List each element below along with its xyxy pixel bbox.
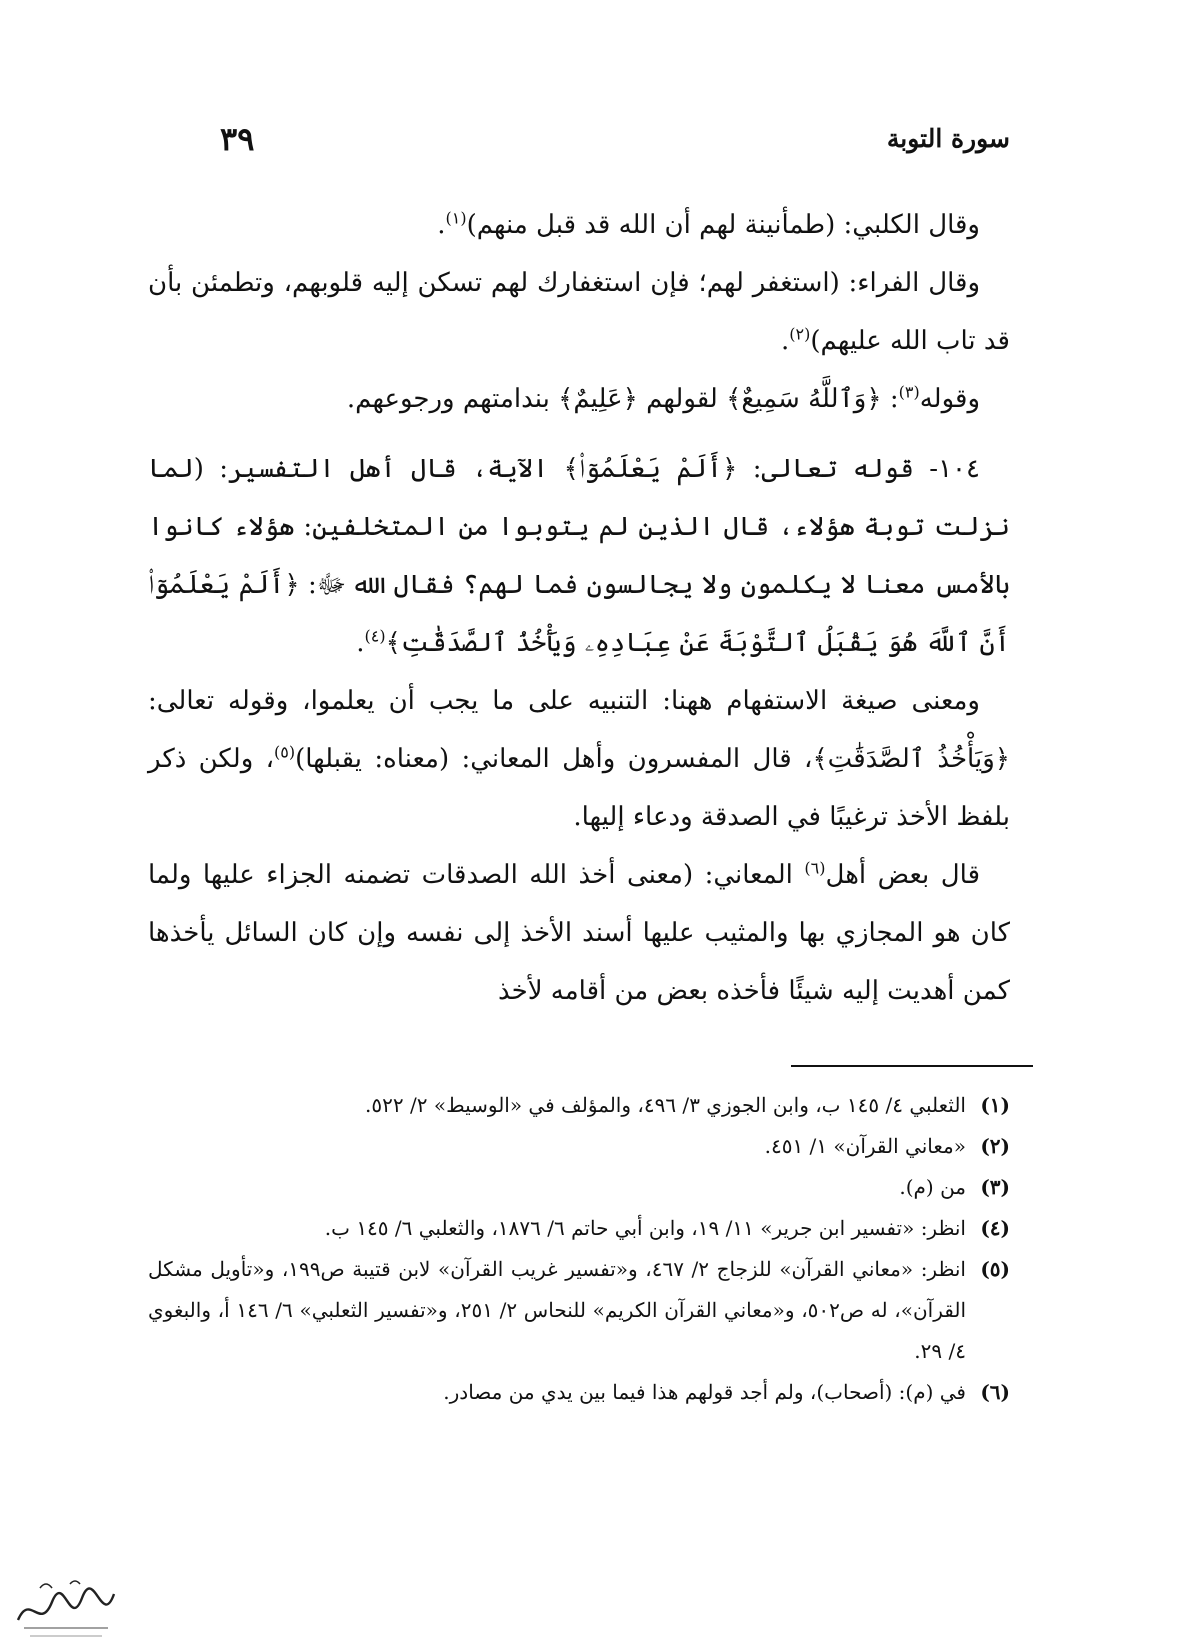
footnote-5	[148, 1249, 1010, 1372]
paragraph-6	[148, 846, 1010, 1020]
footnote-number: (٤)	[980, 1216, 1010, 1240]
footnote-ref-2: (٢)	[789, 324, 811, 344]
footnote-ref-4: (٤)	[364, 626, 386, 646]
paragraph-3	[148, 370, 1010, 428]
footnote-6	[148, 1372, 1010, 1413]
footnote-ref-1: (١)	[445, 208, 467, 228]
footnote-text: انظر: «تفسير ابن جرير» ١١/ ١٩، وابن أبي حاتم ٦/ ١٨٧٦، والثعلبي ٦/ ١٤٥ ب.	[324, 1216, 966, 1240]
paragraph-6-text-a: قال بعض أهل	[825, 860, 981, 890]
paragraph-1-text: وقال الكلبي: (طمأنينة لهم أن الله قد قبل منهم)	[466, 210, 980, 240]
footnote-2	[148, 1126, 1010, 1167]
footnote-text: «معاني القرآن» ١/ ٤٥١.	[764, 1134, 966, 1158]
footnote-ref-6: (٦)	[804, 858, 826, 878]
footnote-3	[148, 1167, 1010, 1208]
paragraph-6-text-b: المعاني: (معنى أخذ الله الصدقات تضمنه الجزاء عليها ولما كان هو المجازي بها والمثيب عليها أسند الأخذ إلى نفسه وإن كان السائل يأخذها كمن أهديت إليه شيئًا فأخذه بعض من أقامه لأخذ	[148, 860, 1010, 1006]
footnote-text: انظر: «معاني القرآن» للزجاج ٢/ ٤٦٧، و«تفسير غريب القرآن» لابن قتيبة ص١٩٩، و«تأويل مشكل القرآن»، له ص٥٠٢، و«معاني القرآن الكريم» للنحاس ٢/ ٢٥١، و«تفسير الثعلبي» ٦/ ١٤٦ أ، والبغوي ٤/ ٢٩.	[148, 1257, 966, 1363]
footnote-text: في (م): (أصحاب)، ولم أجد قولهم هذا فيما بين يدي من مصادر.	[443, 1380, 966, 1404]
footnote-text: الثعلبي ٤/ ١٤٥ ب، وابن الجوزي ٣/ ٤٩٦، والمؤلف في «الوسيط» ٢/ ٥٢٢.	[365, 1093, 966, 1117]
paragraph-2-text: وقال الفراء: (استغفر لهم؛ فإن استغفارك لهم تسكن إليه قلوبهم، وتطمئن بأن قد تاب الله عليهم)	[148, 268, 1010, 356]
paragraph-5-text-a: ومعنى صيغة الاستفهام ههنا: التنبيه على ما يجب أن يعلموا، وقوله تعالى: ﴿وَيَأْخُذُ ٱلصَّدَقَٰتِ﴾، قال المفسرون وأهل المعاني: (معناه: يقبلها)	[148, 686, 1011, 774]
paragraph-3-text-a: وقوله	[919, 384, 980, 414]
footnote-ref-3: (٣)	[898, 382, 920, 402]
footnote-4	[148, 1208, 1010, 1249]
footnote-1	[148, 1085, 1010, 1126]
footnote-number: (٦)	[980, 1380, 1010, 1404]
paragraph-4-text: ١٠٤- قوله تعالى: ﴿أَلَمْ يَعْلَمُوٓا۟﴾ الآية، قال أهل التفسير: (لما نزلت توبة هؤلاء، قال الذين لم يتوبوا من المتخلفين: هؤلاء كانوا بالأمس معنا لا يكلمون ولا يجالسون فما لهم؟ فقال الله ﷻ: ﴿أَلَمْ يَعْلَمُوٓا۟ أَنَّ ٱللَّهَ هُوَ يَقْبَلُ ٱلتَّوْبَةَ عَنْ عِبَادِهِۦ وَيَأْخُذُ ٱلصَّدَقَٰتِ﴾	[148, 454, 1011, 658]
paragraph-2	[148, 254, 1010, 370]
page-header	[150, 120, 1010, 168]
paragraph-4	[148, 440, 1010, 672]
paragraph-5-text-b: ، ولكن ذكر بلفظ الأخذ ترغيبًا في الصدقة ودعاء إليها.	[148, 744, 1010, 832]
paragraph-5	[148, 672, 1010, 846]
paragraph-1	[148, 196, 1010, 254]
footnote-ref-5: (٥)	[274, 742, 296, 762]
running-title: سورة التوبة	[886, 124, 1010, 153]
footnote-number: (٢)	[980, 1134, 1010, 1158]
paragraph-1-tail: .	[437, 210, 446, 240]
footnotes	[148, 1085, 1010, 1413]
main-text	[148, 196, 1010, 1020]
publisher-logo	[10, 1572, 120, 1642]
footnote-number: (٥)	[980, 1257, 1010, 1281]
paragraph-2-tail: .	[781, 326, 790, 356]
footnote-text: من (م).	[899, 1175, 966, 1199]
page-number: ٣٩	[220, 120, 255, 158]
footnote-separator	[791, 1065, 1033, 1067]
section-gap	[148, 428, 1010, 440]
paragraph-3-text-b: : ﴿وَٱللَّهُ سَمِيعٌ﴾ لقولهم ﴿عَلِيمٌ﴾ بندامتهم ورجوعهم.	[346, 384, 899, 414]
footnote-number: (١)	[980, 1093, 1010, 1117]
footnote-number: (٣)	[980, 1175, 1010, 1199]
paragraph-4-tail: .	[356, 628, 365, 658]
